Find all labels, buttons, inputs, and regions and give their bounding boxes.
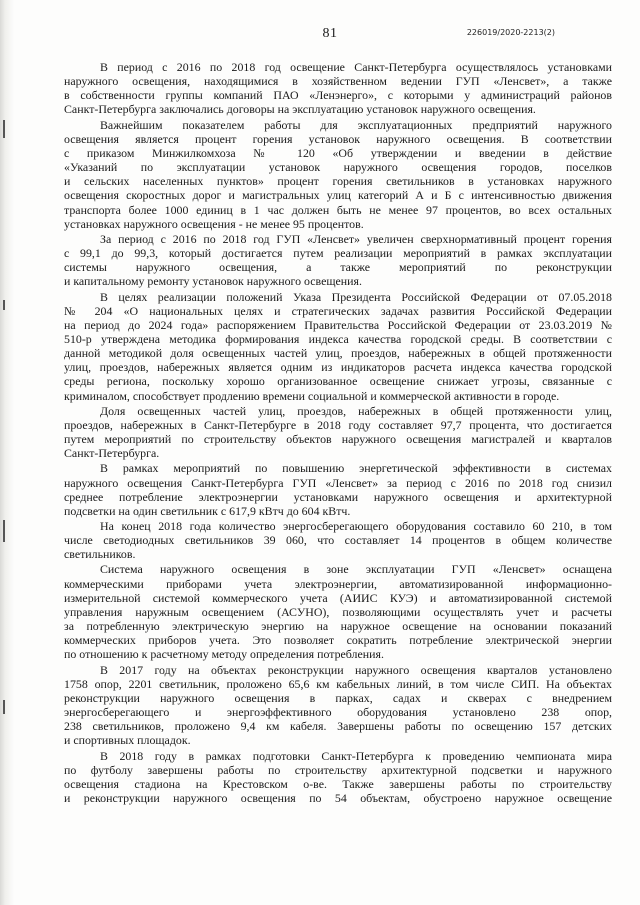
scan-artifact: [3, 520, 5, 542]
paragraph: [64, 461, 612, 518]
paragraph-line: системы наружного освещения, а также мероприятий по реконструкции: [64, 260, 612, 275]
paragraph: [64, 519, 612, 561]
paragraph-line: В период с 2016 по 2018 год освещение Санкт-Петербурга осуществлялось установками: [100, 60, 612, 74]
paragraph-line: по отношению к расчетному методу определения потребления.: [64, 647, 384, 662]
paragraph-line: В 2018 году в рамках подготовки Санкт-Петербурга к проведению чемпионата мира: [100, 748, 612, 763]
paragraph-line: На конец 2018 года количество энергосберегающего оборудования составило 60 210, в том: [100, 519, 612, 533]
paragraph-line: в собственности группы компаний ПАО «Ленэнерго», с которыми у администраций районов: [64, 88, 612, 103]
paragraph-line: среды региона, поскольку хорошо организованное освещение снижает угрозы, связанные с: [64, 374, 612, 389]
paragraph-line: и капитальному ремонту установок наружного освещения.: [64, 274, 362, 289]
paragraph-line: на период до 2024 года» распоряжением Правительства Российской Федерации от 23.03.2019 №: [64, 317, 612, 332]
paragraph: [64, 118, 612, 231]
paragraph: [64, 663, 612, 748]
paragraph: [64, 60, 612, 117]
paragraph-line: измерительной системой коммерческого учета (АИИС КУЭ) и автоматизированной системой: [64, 590, 612, 605]
paragraph-line: за потребленную электрическую энергию на наружное освещение на основании показаний: [64, 619, 612, 634]
scan-left-edge: [0, 0, 14, 905]
paragraph-line: Система наружного освещения в зоне эксплуатации ГУП «Ленсвет» оснащена: [100, 562, 612, 577]
paragraph-line: Санкт-Петербурга.: [64, 446, 160, 461]
paragraph-line: проездов, набережных в Санкт-Петербурге в 2018 году составляет 97,7 процента, что достигается: [64, 417, 612, 432]
paragraph-line: криминалом, способствует продлению времени социальной и коммерческой активности в городе.: [64, 388, 560, 403]
paragraph-line: подсветки на один светильник с 617,9 кВтч до 604 кВтч.: [64, 503, 351, 518]
paragraph-line: 238 светильников, проложено 9,4 км кабеля. Завершены работы по освещению 157 детских: [64, 719, 612, 734]
scan-artifact: [3, 120, 5, 138]
paragraph-line: 1758 опор, 2201 светильник, проложено 65,6 км кабельных линий, в том числе СИП. На объектах: [64, 676, 612, 691]
paragraph-line: улиц, проездов, набережных является одним из индикаторов расчета индекса качества городской: [64, 360, 612, 375]
paragraph-line: и сельских населенных пунктов» процент горения светильников в установках наружного: [64, 174, 612, 189]
paragraph-line: с 99,1 до 99,3, который достигается путем реализации мероприятий в рамках эксплуатации: [64, 246, 612, 261]
paragraph: [64, 562, 612, 661]
paragraph-line: наружного освещения Санкт-Петербурга ГУП «Ленсвет» за период с 2016 по 2018 год снизил: [64, 475, 612, 490]
paragraph-line: и спортивных площадок.: [64, 733, 191, 748]
paragraph-line: наружного освещения, находящимися в хозяйственном ведении ГУП «Ленсвет», а также: [64, 74, 612, 89]
paragraph-line: светильников.: [64, 547, 136, 562]
paragraph-line: Санкт-Петербурга заключались договоры на эксплуатацию установок наружного освещения.: [64, 102, 536, 117]
paragraph-line: Важнейшим показателем работы для эксплуатационных предприятий наружного: [100, 117, 612, 132]
document-id: 226019/2020-2213(2): [466, 28, 555, 37]
paragraph-line: освещения скоростных дорог и магистральных улиц категорий А и Б с интенсивностью движения: [64, 188, 612, 203]
paragraph: [64, 404, 612, 461]
paragraph-line: данной методикой доля освещенных частей улиц, проездов, набережных в общей протяженности: [64, 346, 612, 361]
paragraph-line: 510-р утверждена методика формирования индекса качества городской среды. В соответствии с: [64, 331, 612, 346]
paragraph-line: № 204 «О национальных целях и стратегических задачах развития Российской Федерации: [64, 303, 612, 318]
paragraph-line: путем мероприятий по строительству объектов наружного освещения магистралей и кварталов: [64, 432, 612, 447]
paragraph: [64, 290, 612, 403]
paragraph-line: установках наружного освещения - не менее 95 процентов.: [64, 216, 364, 231]
paragraph-line: среднее потребление электроэнергии установками наружного освещения и архитектурной: [64, 489, 612, 504]
scan-artifact: [3, 300, 5, 310]
paragraph-line: «Указаний по эксплуатации установок наружного освещения городов, поселков: [64, 160, 612, 175]
paragraph-line: числе светодиодных светильников 39 060, что составляет 14 процентов в общем количестве: [64, 533, 612, 548]
paragraph-line: освещения стадиона на Крестовском о-ве. Также завершены работы по строительству: [64, 776, 612, 791]
document-body: [64, 60, 612, 806]
paragraph: [64, 749, 612, 806]
paragraph-line: с приказом Минжилкомхоза № 120 «Об утверждении и введении в действие: [64, 145, 612, 160]
paragraph-line: За период с 2016 по 2018 год ГУП «Ленсвет» увеличен сверхнормативный процент горения: [100, 231, 612, 246]
paragraph-line: В рамках мероприятий по повышению энергетической эффективности в системах: [100, 461, 612, 476]
paragraph-line: коммерческих приборов учета. Это позволяет сократить потребление электрической энергии: [64, 633, 612, 648]
paragraph: [64, 232, 612, 289]
paragraph-line: В целях реализации положений Указа Президента Российской Федерации от 07.05.2018: [100, 289, 612, 304]
paragraph-line: транспорта более 1000 единиц в 1 час должен быть не менее 97 процентов, во всех остальных: [64, 202, 612, 217]
scan-artifact: [3, 700, 5, 714]
paragraph-line: Доля освещенных частей улиц, проездов, набережных в общей протяженности улиц,: [100, 403, 612, 418]
paragraph-line: освещения является процент горения установок наружного освещения. В соответствии: [64, 131, 612, 146]
paragraph-line: по футболу завершены работы по строительству архитектурной подсветки и наружного: [64, 762, 612, 777]
paragraph-line: управления наружным освещением (АСУНО), позволяющими осуществлять учет и расчеты: [64, 604, 612, 619]
paragraph-line: реконструкции наружного освещения в парках, садах и скверах с внедрением: [64, 690, 612, 705]
paragraph-line: энергосберегающего и энергоэффективного оборудования установлено 238 опор,: [64, 705, 612, 720]
paragraph-line: В 2017 году на объектах реконструкции наружного освещения кварталов установлено: [100, 662, 612, 677]
paragraph-line: коммерческими приборами учета электроэнергии, автоматизированной информационно-: [64, 576, 612, 591]
paragraph-line: и реконструкции наружного освещения по 54 объектам, обустроено наружное освещение: [64, 790, 612, 805]
page-number: 81: [322, 26, 338, 41]
